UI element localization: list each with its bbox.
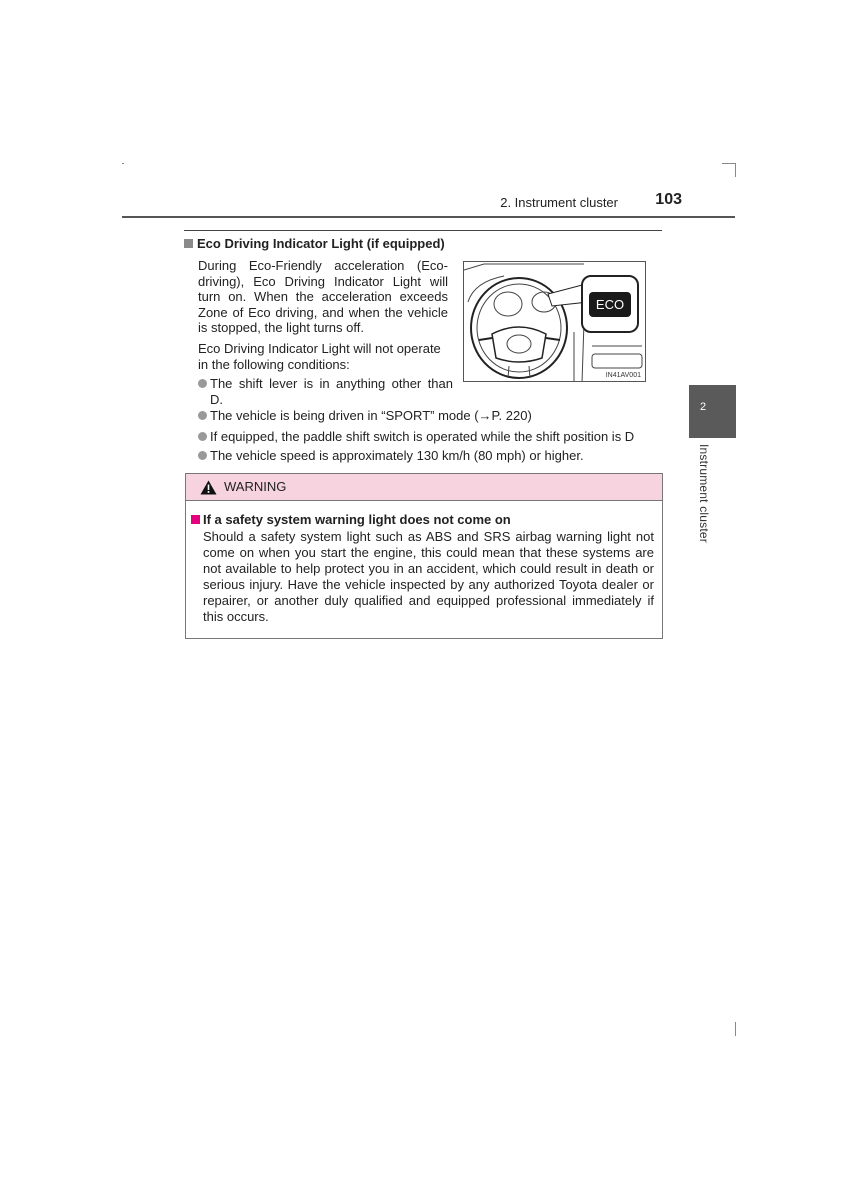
crop-mark-bottom-right bbox=[735, 1022, 736, 1036]
steering-wheel-dashboard-illustration bbox=[464, 262, 646, 382]
intro-line: is stopped, the light turns off. bbox=[198, 320, 364, 336]
bullet-dot bbox=[198, 379, 207, 388]
condition-bullet bbox=[198, 376, 453, 407]
running-header-section: 2. Instrument cluster bbox=[500, 195, 618, 210]
intro-line: During Eco-Friendly acceleration (Eco- bbox=[198, 258, 448, 273]
intro-line: Zone of Eco driving, and when the vehicle bbox=[198, 304, 448, 320]
bullet-text-cont: D. bbox=[210, 391, 223, 407]
crop-mark-top-right-v bbox=[735, 163, 736, 177]
bullet-dot bbox=[198, 432, 207, 441]
bullet-dot bbox=[198, 411, 207, 420]
section-heading bbox=[184, 236, 445, 251]
warning-subheading bbox=[191, 512, 511, 527]
warning-subheading-text: If a safety system warning light does not come on bbox=[203, 512, 511, 527]
intro-line: driving), Eco Driving Indicator Light will bbox=[198, 273, 448, 289]
header-rule bbox=[122, 216, 735, 218]
magenta-square-bullet bbox=[191, 515, 200, 524]
bullet-line bbox=[198, 376, 453, 392]
conditions-line: in the following conditions: bbox=[198, 356, 350, 372]
crop-mark-top-right-h bbox=[722, 163, 736, 164]
page-number: 103 bbox=[655, 191, 682, 208]
conditions-paragraph bbox=[198, 341, 458, 372]
warning-triangle-icon bbox=[200, 480, 217, 495]
crop-mark-top-left bbox=[122, 163, 124, 164]
section-heading-text: Eco Driving Indicator Light (if equipped) bbox=[197, 236, 445, 251]
bullet-text: If equipped, the paddle shift switch is operated while the shift position is D bbox=[210, 429, 635, 444]
warning-body-text: Should a safety system light such as ABS and SRS airbag warning light not come on when you start the engine, this could mean that these systems are not available to help protect you in an accident, which could result in death or serious injury. Have the vehicle inspected by any authorized Toyota dealer or repairer, or another duly qualified and equipped professional immediately if this occurs. bbox=[203, 529, 654, 624]
conditions-line: Eco Driving Indicator Light will not operate bbox=[198, 341, 441, 356]
bullet-text: The shift lever is in anything other than bbox=[210, 376, 453, 391]
condition-bullet bbox=[198, 408, 532, 424]
condition-bullet bbox=[198, 448, 584, 464]
condition-bullet bbox=[198, 429, 634, 445]
chapter-tab[interactable] bbox=[689, 385, 736, 438]
figure-code: IN41AV001 bbox=[605, 372, 641, 379]
bullet-text: The vehicle is being driven in “SPORT” mode (→P. 220) bbox=[210, 408, 532, 423]
bullet-text: The vehicle speed is approximately 130 km/h (80 mph) or higher. bbox=[210, 448, 584, 463]
gray-square-bullet bbox=[184, 239, 193, 248]
intro-paragraph bbox=[198, 258, 448, 336]
warning-box bbox=[185, 473, 663, 639]
chapter-tab-number: 2 bbox=[699, 401, 707, 413]
section-rule bbox=[184, 230, 662, 231]
bullet-dot bbox=[198, 451, 207, 460]
warning-title: WARNING bbox=[224, 479, 287, 494]
eco-indicator-label: ECO bbox=[595, 297, 625, 312]
dashboard-figure bbox=[463, 261, 646, 382]
chapter-tab-label: Instrument cluster bbox=[697, 444, 711, 543]
warning-header bbox=[186, 474, 662, 501]
intro-line: turn on. When the acceleration exceeds bbox=[198, 289, 448, 305]
